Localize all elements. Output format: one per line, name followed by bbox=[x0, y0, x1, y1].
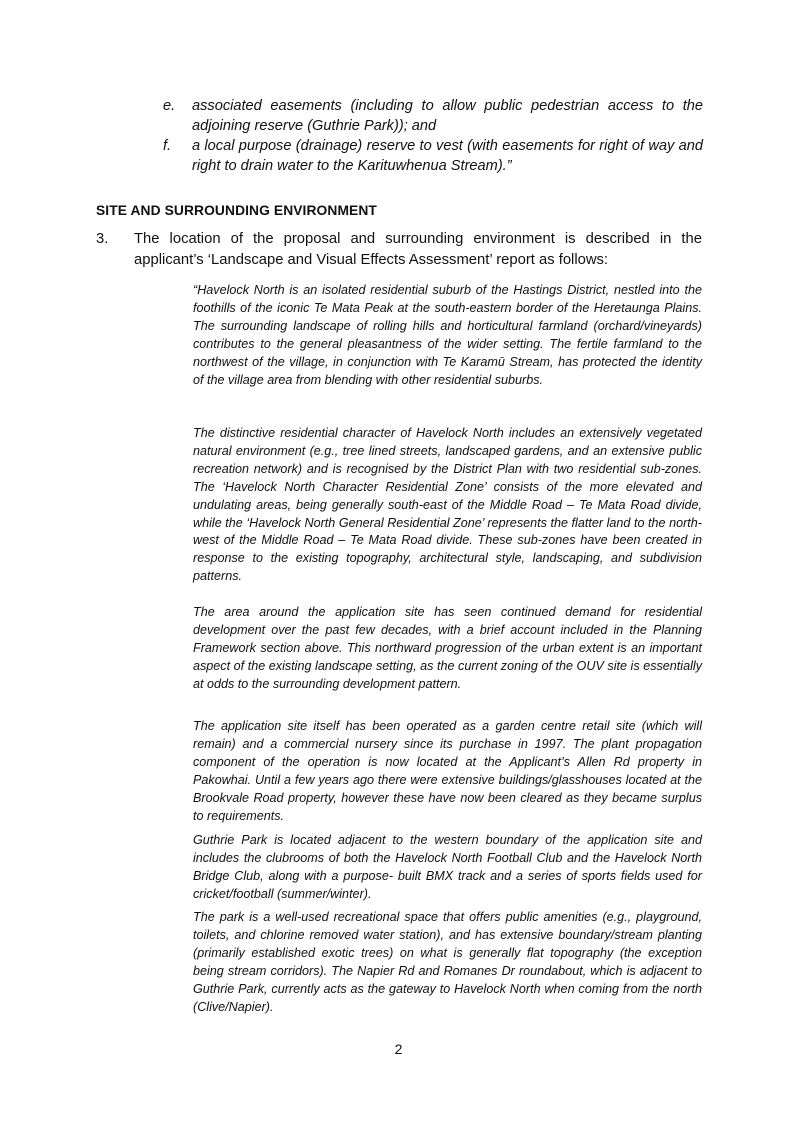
quote-paragraph-6: The park is a well-used recreational space that offers public amenities (e.g., playground, toilets, and chlorine removed water station), and has extensive boundary/stream planting (primarily established exotic trees) on what is generally flat topography (the exception being stream corridors). The Napier Rd and Romanes Dr roundabout, which is adjacent to Guthrie Park, currently acts as the gateway to Havelock North when coming from the north (Clive/Napier). bbox=[193, 910, 702, 1014]
quote-paragraph-4: The application site itself has been operated as a garden centre retail site (which will remain) and a commercial nursery since its purchase in 1997. The plant propagation component of the operation is now located at the Applicant’s Allen Rd property in Pakowhai. Until a few years ago there were extensive buildings/glasshouses located at the Brookvale Road property, however these have now been cleared as they became surplus to requirements. bbox=[193, 719, 702, 823]
page-number: 2 bbox=[394, 1041, 403, 1057]
quote-paragraph-5: Guthrie Park is located adjacent to the western boundary of the application site and includes the clubrooms of both the Havelock North Football Club and the Havelock North Bridge Club, along with a purpose- built BMX track and a series of sports fields used for cricket/football (summer/winter). bbox=[193, 833, 702, 901]
list-item-text: associated easements (including to allow public pedestrian access to the adjoining reserve (Guthrie Park)); and bbox=[192, 98, 703, 134]
list-item-letter: e. bbox=[163, 98, 176, 114]
quote-paragraph-3: The area around the application site has seen continued demand for residential development over the past few decades, with a brief account included in the Planning Framework section above. This northward progression of the urban extent is an important aspect of the existing landscape setting, as the current zoning of the OUV site is essentially at odds to the surrounding development pattern. bbox=[193, 605, 702, 691]
paragraph-text: The location of the proposal and surrounding environment is described in the applicant’s ‘Landscape and Visual Effects Assessment’ report as follows: bbox=[134, 231, 702, 268]
section-heading: SITE AND SURROUNDING ENVIRONMENT bbox=[96, 203, 377, 218]
quote-paragraph-2: The distinctive residential character of Havelock North includes an extensively vegetated natural environment (e.g., tree lined streets, landscaped gardens, and an extensive public recreation network) and is recognised by the District Plan with two residential sub-zones. The ‘Havelock North Character Residential Zone’ consists of the more elevated and undulating areas, being generally south-east of the Middle Road – Te Mata Road divide, while the ‘Havelock North General Residential Zone’ represents the flatter land to the north-west of the Middle Road – Te Mata Road divide. These sub-zones have been created in response to the existing topography, architectural style, landscaping, and subdivision patterns. bbox=[193, 426, 702, 584]
list-item-text: a local purpose (drainage) reserve to vest (with easements for right of way and right to drain water to the Karituwhenua Stream).” bbox=[192, 138, 703, 174]
paragraph-3 bbox=[96, 229, 702, 271]
list-item-f bbox=[163, 136, 703, 176]
quote-paragraph-1: “Havelock North is an isolated residential suburb of the Hastings District, nestled into the foothills of the iconic Te Mata Peak at the south-eastern border of the Heretaunga Plains. The surrounding landscape of rolling hills and horticultural farmland (orchard/vineyards) contributes to the general pleasantness of the wider setting. The fertile farmland to the northwest of the village, in conjunction with Te Karamū Stream, has protected the identity of the village area from blending with other residential suburbs. bbox=[193, 283, 702, 387]
paragraph-number: 3. bbox=[96, 231, 109, 247]
list-item-e bbox=[163, 96, 703, 136]
list-item-letter: f. bbox=[163, 138, 172, 154]
